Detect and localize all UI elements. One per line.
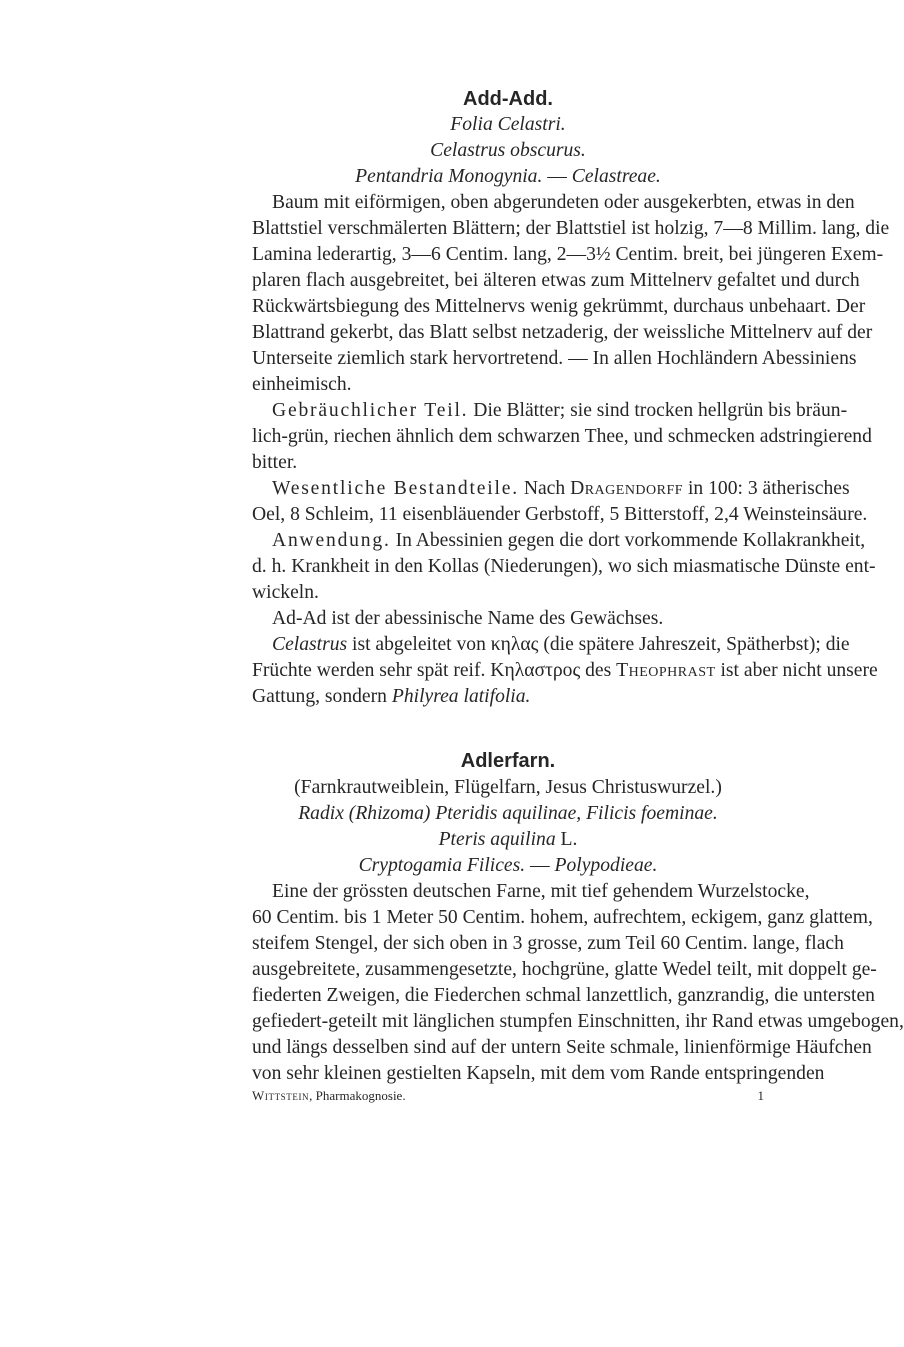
constituents-line [272, 476, 850, 502]
description-line: und längs desselben sind auf der untern Seite schmale, linienförmige Häufchen [252, 1037, 872, 1058]
description-line: steifem Stengel, der sich oben in 3 grosse, zum Teil 60 Centim. lange, flach [252, 933, 844, 954]
description-line: einheimisch. [252, 374, 352, 395]
usage-line [272, 528, 866, 554]
species-name: Celastrus obscurus. [430, 140, 586, 161]
page-number: 1 [757, 1088, 764, 1103]
etymology-line [272, 632, 850, 658]
description-line: Lamina lederartig, 3—6 Centim. lang, 2—3½ Centim. breit, bei jüngeren Exem- [252, 244, 884, 265]
taxonomy-line [252, 164, 764, 190]
constituents-line: Oel, 8 Schleim, 11 eisenbläuender Gerbstoff, 5 Bitterstoff, 2,4 Weinsteinsäure. [252, 504, 868, 525]
etymology-text: Gattung, sondern [252, 686, 392, 707]
description-line: gefiedert-geteilt mit länglichen stumpfen Einschnitten, ihr Rand etwas umgebogen, [252, 1011, 904, 1032]
etymology-text: ist aber nicht unsere [715, 660, 878, 681]
description-line: Blattstiel verschmälerten Blättern; der Blattstiel ist holzig, 7—8 Millim. lang, die [252, 218, 890, 239]
taxonomy-class: Pentandria Monogynia. [355, 166, 543, 187]
description-line: fiederten Zweigen, die Fiederchen schmal lanzettlich, ganzrandig, die untersten [252, 985, 875, 1006]
description-line: Eine der grössten deutschen Farne, mit tief gehendem Wurzelstocke, [272, 881, 810, 902]
description-line: ausgebreitete, zusammengesetzte, hochgrüne, glatte Wedel teilt, mit doppelt ge- [252, 959, 877, 980]
synonyms-line: (Farnkrautweiblein, Flügelfarn, Jesus Christuswurzel.) [294, 777, 722, 798]
constituents-label: Wesentliche Bestandteile. [272, 478, 519, 499]
usage-line: d. h. Krankheit in den Kollas (Niederungen), wo sich miasmatische Dünste ent- [252, 556, 876, 577]
name-origin-line: Ad-Ad ist der abessinische Name des Gewächses. [272, 608, 664, 629]
taxonomy-family: Celastreae. [571, 166, 661, 187]
used-part-line: lich-grün, riechen ähnlich dem schwarzen Thee, und schmecken adstringierend [252, 426, 872, 447]
species-name: Pteris aquilina [438, 829, 556, 850]
description-line: von sehr kleinen gestielten Kapseln, mit dem vom Rande entspringenden [252, 1063, 825, 1084]
constituents-text: Nach [518, 478, 571, 499]
taxonomy-class: Cryptogamia Filices. [358, 855, 526, 876]
species-author: L. [555, 829, 578, 850]
taxonomy-family: Polypodieae. [554, 855, 658, 876]
usage-line: wickeln. [252, 582, 319, 603]
constituents-text: in 100: 3 ätherisches [683, 478, 850, 499]
footer-author: Wittstein [252, 1088, 310, 1103]
used-part-text: Die Blätter; sie sind trocken hellgrün bis bräun- [468, 400, 848, 421]
entry-title: Adlerfarn. [460, 750, 556, 772]
usage-label: Anwendung. [272, 530, 391, 551]
genus-name: Celastrus [272, 634, 348, 655]
used-part-line [272, 398, 848, 424]
footer-work: , Pharmakognosie. [309, 1088, 406, 1103]
etymology-line [252, 658, 878, 684]
etymology-line [252, 684, 764, 710]
entry-title: Add-Add. [463, 88, 553, 110]
description-line: Blattrand gekerbt, das Blatt selbst netzaderig, der weissliche Mittelnerv auf der [252, 322, 873, 343]
author-name: Dragendorff [570, 478, 684, 499]
usage-text: In Abessinien gegen die dort vorkommende Kollakrankheit, [390, 530, 866, 551]
species-line [252, 827, 764, 853]
description-line: Baum mit eiförmigen, oben abgerundeten oder ausgekerbten, etwas in den [272, 192, 855, 213]
description-line: 60 Centim. bis 1 Meter 50 Centim. hohem, aufrechtem, eckigem, ganz glattem, [252, 907, 873, 928]
description-line: Unterseite ziemlich stark hervortretend. — In allen Hochländern Abessiniens [252, 348, 857, 369]
taxonomy-dash: — [525, 855, 555, 876]
species-reference: Philyrea latifolia. [391, 686, 531, 707]
taxonomy-dash: — [542, 166, 572, 187]
used-part-label: Gebräuchlicher Teil. [272, 400, 469, 421]
etymology-text: ist abgeleitet von κηλας (die spätere Jahreszeit, Spätherbst); die [347, 634, 850, 655]
author-name: Theophrast [616, 660, 716, 681]
taxonomy-line [252, 853, 764, 879]
description-line: plaren flach ausgebreitet, bei älteren etwas zum Mittelnerv gefaltet und durch [252, 270, 860, 291]
drug-name: Folia Celastri. [450, 114, 566, 135]
description-line: Rückwärtsbiegung des Mittelnervs wenig gekrümmt, durchaus unbehaart. Der [252, 296, 866, 317]
used-part-line: bitter. [252, 452, 298, 473]
drug-name: Radix (Rhizoma) Pteridis aquilinae, Filicis foeminae. [298, 803, 718, 824]
page-footer [252, 1088, 764, 1104]
etymology-text: Früchte werden sehr spät reif. Κηλαστρος des [252, 660, 617, 681]
